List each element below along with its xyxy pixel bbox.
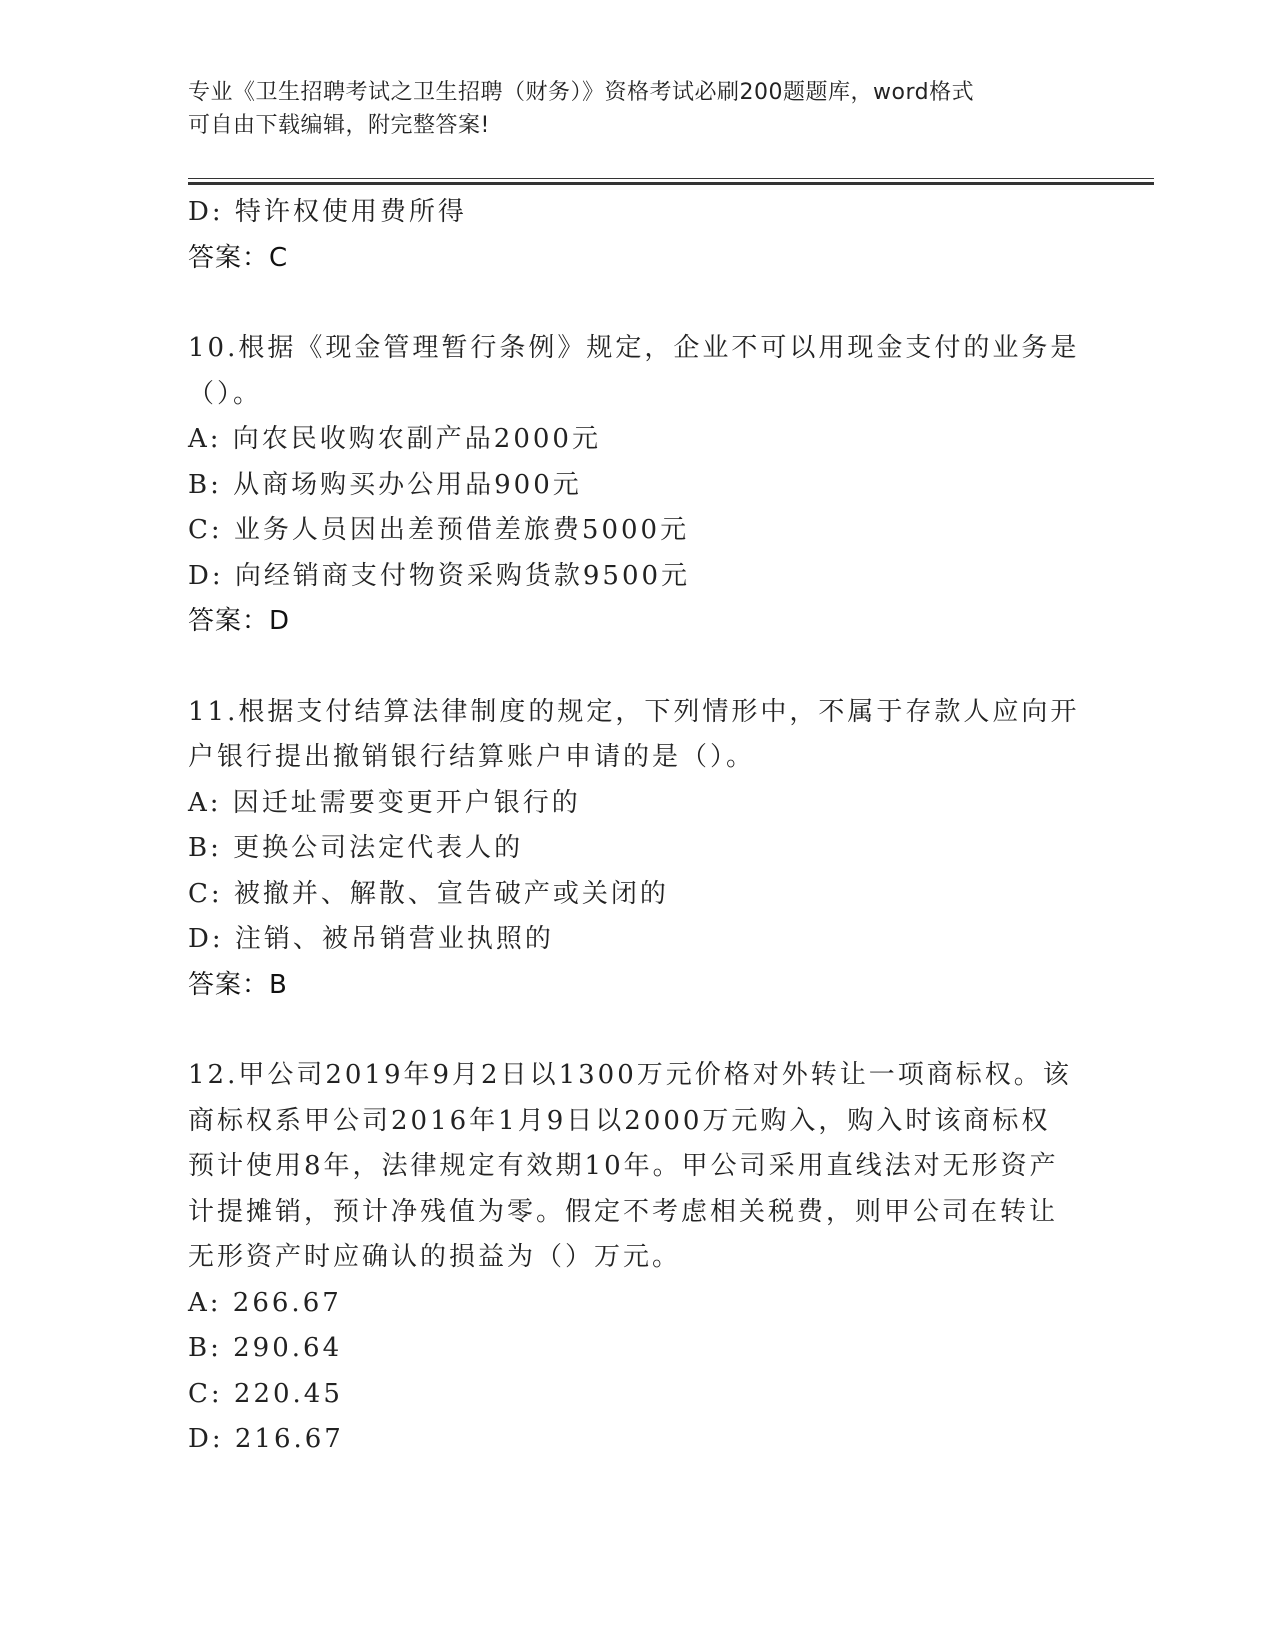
- option-c: C: 业务人员因出差预借差旅费5000元: [188, 515, 690, 545]
- question-stem-line: 11.根据支付结算法律制度的规定，下列情形中，不属于存款人应向开: [188, 696, 1080, 727]
- question-stem-line: 12.甲公司2019年9月2日以1300万元价格对外转让一项商标权。该: [188, 1060, 1072, 1090]
- question-stem-line: 计提摊销，预计净残值为零。假定不考虑相关税费，则甲公司在转让: [188, 1196, 1059, 1227]
- question-11: [188, 690, 1088, 1009]
- header-divider-thin: [188, 178, 1154, 179]
- question-stem-line: 10.根据《现金管理暂行条例》规定，企业不可以用现金支付的业务是: [188, 333, 1080, 363]
- document-header: [188, 76, 1068, 142]
- option-b: B: 更换公司法定代表人的: [188, 833, 524, 863]
- question-stem-line: 户银行提出撤销银行结算账户申请的是（）。: [188, 742, 756, 772]
- option-a: A: 向农民收购农副产品2000元: [188, 424, 601, 454]
- option-d: D: 向经销商支付物资采购货款9500元: [188, 560, 691, 591]
- spacer: [188, 645, 1088, 690]
- question-stem-line: （）。: [188, 378, 263, 409]
- option-a: A: 266.67: [188, 1287, 342, 1318]
- option-d: D: 216.67: [188, 1424, 344, 1454]
- spacer: [188, 281, 1088, 326]
- option-c: C: 220.45: [188, 1378, 343, 1409]
- option-c: C: 被撤并、解散、宣告破产或关闭的: [188, 878, 669, 909]
- question-stem-line: 无形资产时应确认的损益为（）万元。: [188, 1242, 682, 1272]
- question-content: [188, 190, 1088, 1463]
- question-10: [188, 326, 1088, 645]
- header-line-2: 可自由下载编辑，附完整答案!: [188, 113, 490, 138]
- question-12: [188, 1053, 1088, 1463]
- question-9-tail: [188, 190, 1088, 281]
- question-stem-line: 商标权系甲公司2016年1月9日以2000万元购入，购入时该商标权: [188, 1105, 1051, 1136]
- option-d: D: 特许权使用费所得: [188, 197, 467, 227]
- answer-label: 答案：D: [188, 606, 291, 636]
- header-divider-thick: [188, 182, 1154, 185]
- spacer: [188, 1008, 1088, 1053]
- option-b: B: 290.64: [188, 1333, 343, 1363]
- answer-label: 答案：B: [188, 969, 288, 1000]
- header-line-1: 专业《卫生招聘考试之卫生招聘（财务）》资格考试必刷200题题库，word格式: [188, 80, 975, 105]
- option-a: A: 因迁址需要变更开户银行的: [188, 787, 581, 818]
- option-b: B: 从商场购买办公用品900元: [188, 469, 582, 500]
- answer-label: 答案：C: [188, 242, 289, 273]
- question-stem-line: 预计使用8年，法律规定有效期10年。甲公司采用直线法对无形资产: [188, 1151, 1059, 1181]
- option-d: D: 注销、被吊销营业执照的: [188, 924, 554, 954]
